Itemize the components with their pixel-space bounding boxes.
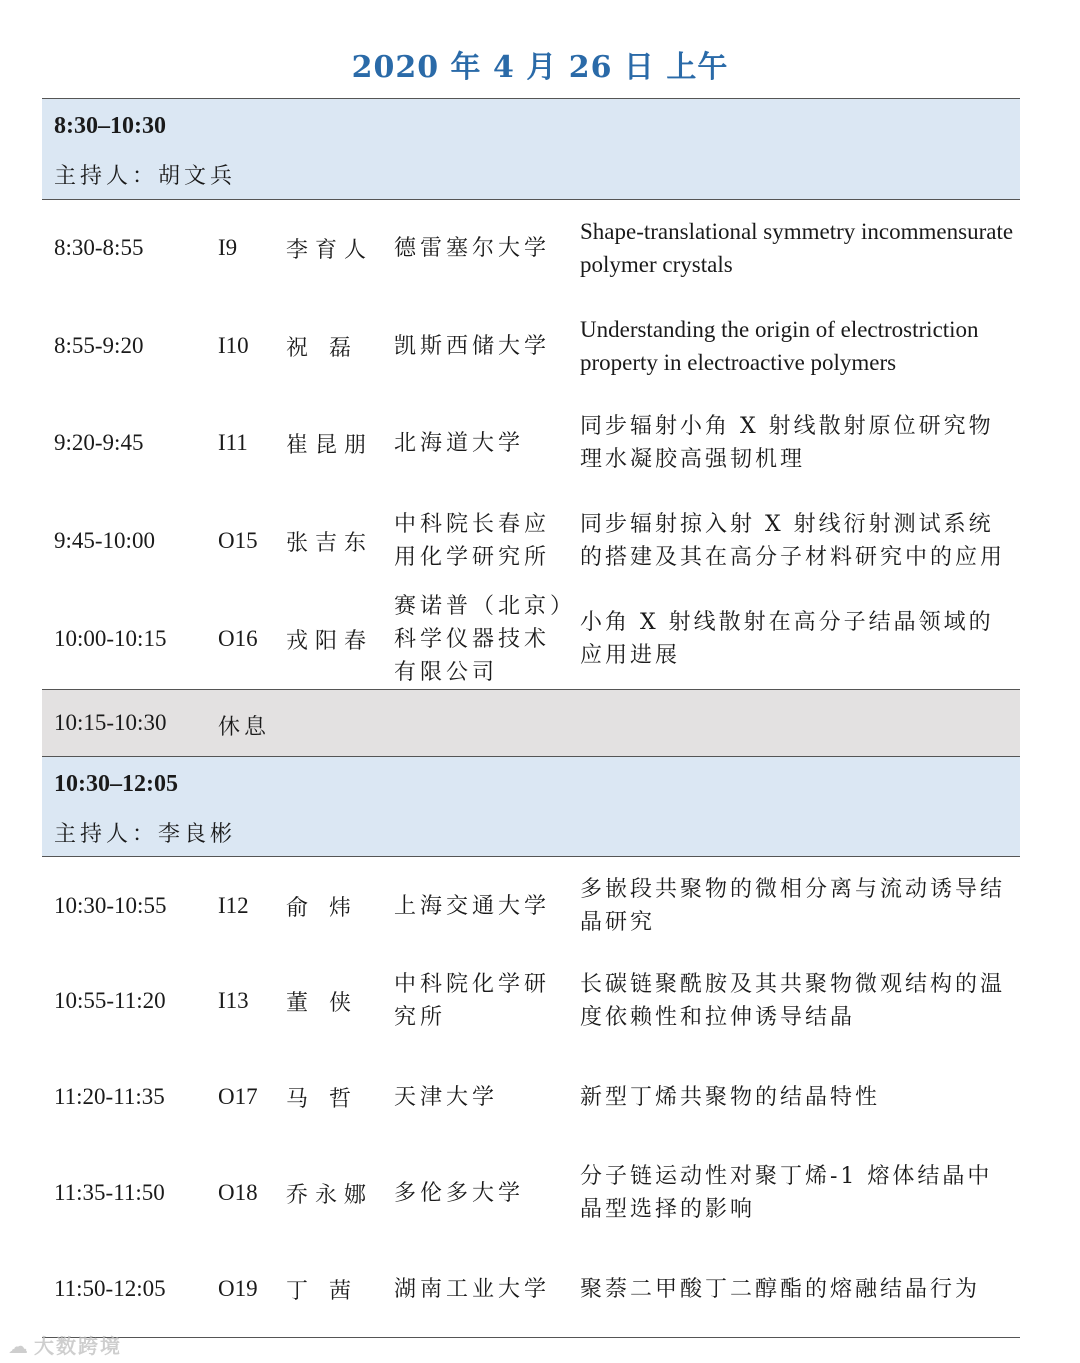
table-row: [42, 1147, 1020, 1239]
table-row: [42, 400, 1020, 486]
session-time: 10:30–12:05: [54, 771, 178, 797]
talk-topic: 小角 X 射线散射在高分子结晶领域的应用进展: [580, 610, 994, 668]
page-title: 2020 年 4 月 26 日 上午: [351, 50, 729, 85]
table-row: [42, 490, 1020, 592]
talk-institution: 中科院化学研究所: [394, 972, 551, 1030]
table-row: [42, 1051, 1020, 1143]
talk-topic: 长碳链聚酰胺及其共聚物微观结构的温度依赖性和拉伸诱导结晶: [580, 972, 1006, 1030]
talk-time: 8:55-9:20: [54, 333, 144, 358]
talk-time: 9:45-10:00: [54, 528, 155, 553]
talk-institution: 凯斯西储大学: [394, 333, 551, 359]
talk-time: 10:55-11:20: [54, 988, 166, 1013]
session-host: 主持人：李良彬: [54, 822, 237, 847]
talk-topic: 新型丁烯共聚物的结晶特性: [580, 1084, 881, 1110]
break-time: 10:15-10:30: [54, 710, 167, 735]
talk-code: O17: [218, 1084, 258, 1109]
talk-institution: 天津大学: [394, 1084, 499, 1110]
talk-institution: 德雷塞尔大学: [394, 235, 551, 261]
talk-speaker: 张吉东: [286, 530, 374, 556]
talk-code: I9: [218, 235, 238, 260]
talk-topic: 同步辐射小角 X 射线散射原位研究物理水凝胶高强韧机理: [580, 414, 994, 472]
talk-time: 10:30-10:55: [54, 893, 167, 918]
talk-time: 9:20-9:45: [54, 430, 144, 455]
talk-topic: Shape-translational symmetry incommensurate polymer crystals: [580, 219, 1014, 277]
session-header-2: [42, 757, 1020, 856]
talk-topic: 同步辐射掠入射 X 射线衍射测试系统的搭建及其在高分子材料研究中的应用: [580, 512, 1006, 570]
talk-speaker: 祝 磊: [286, 335, 358, 361]
break-label: 休息: [218, 715, 271, 740]
watermark-text: 大数跨境: [34, 1334, 122, 1358]
talk-speaker: 乔永娜: [286, 1182, 374, 1208]
talk-code: O18: [218, 1180, 258, 1205]
divider: [42, 1337, 1020, 1338]
talk-institution: 中科院长春应用化学研究所: [394, 512, 551, 570]
watermark: [8, 1330, 122, 1359]
talk-institution: 湖南工业大学: [394, 1276, 551, 1302]
session-time: 8:30–10:30: [54, 113, 166, 139]
talk-speaker: 丁 茜: [286, 1278, 358, 1304]
talk-topic: Understanding the origin of electrostriction property in electroactive polymers: [580, 317, 979, 375]
table-row: [42, 1243, 1020, 1335]
talk-topic: 分子链运动性对聚丁烯-1 熔体结晶中晶型选择的影响: [580, 1164, 993, 1222]
talk-speaker: 俞 炜: [286, 895, 358, 921]
talk-speaker: 崔昆朋: [286, 432, 374, 458]
talk-code: I10: [218, 333, 249, 358]
table-row: [42, 589, 1020, 689]
break-row: [42, 690, 1020, 756]
talk-code: O16: [218, 626, 258, 651]
talk-institution: 赛诺普（北京）科学仪器技术有限公司: [394, 593, 566, 685]
talk-institution: 多伦多大学: [394, 1180, 525, 1206]
talk-time: 8:30-8:55: [54, 235, 144, 260]
talk-speaker: 李育人: [286, 237, 374, 263]
talk-topic: 聚萘二甲酸丁二醇酯的熔融结晶行为: [580, 1276, 981, 1302]
talk-institution: 北海道大学: [394, 430, 525, 456]
talk-speaker: 马 哲: [286, 1086, 358, 1112]
table-row: [42, 206, 1020, 290]
talk-speaker: 戎阳春: [286, 628, 374, 654]
talk-speaker: 董 侠: [286, 990, 358, 1016]
talk-code: I11: [218, 430, 248, 455]
session-header-1: [42, 99, 1020, 199]
session-host: 主持人：胡文兵: [54, 164, 237, 189]
talk-time: 11:50-12:05: [54, 1276, 166, 1301]
divider: [42, 856, 1020, 857]
table-row: [42, 955, 1020, 1047]
table-row: [42, 860, 1020, 952]
talk-time: 11:35-11:50: [54, 1180, 165, 1205]
divider: [42, 199, 1020, 200]
talk-time: 10:00-10:15: [54, 626, 167, 651]
talk-time: 11:20-11:35: [54, 1084, 165, 1109]
talk-code: O19: [218, 1276, 258, 1301]
talk-topic: 多嵌段共聚物的微相分离与流动诱导结晶研究: [580, 877, 1006, 935]
talk-code: O15: [218, 528, 258, 553]
talk-code: I12: [218, 893, 249, 918]
wechat-logo-icon: ☁: [8, 1334, 30, 1358]
table-row: [42, 295, 1020, 397]
talk-institution: 上海交通大学: [394, 893, 551, 919]
talk-code: I13: [218, 988, 249, 1013]
